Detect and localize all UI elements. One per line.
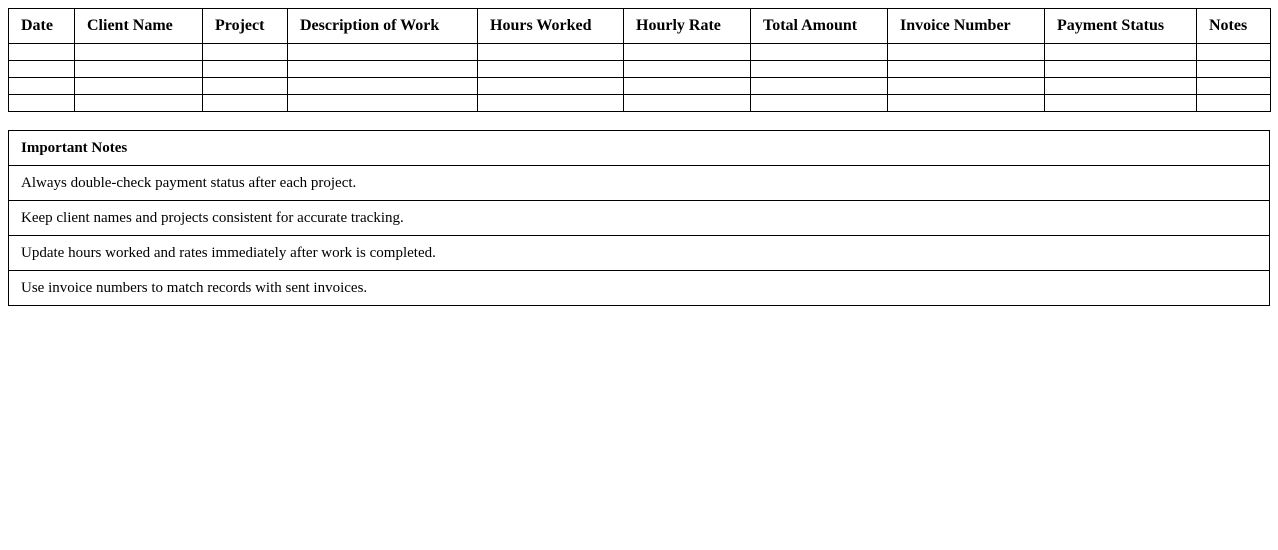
- note-item: Update hours worked and rates immediately after work is completed.: [9, 236, 1270, 271]
- column-header-invoice-number: Invoice Number: [888, 9, 1045, 44]
- column-header-hourly-rate: Hourly Rate: [624, 9, 751, 44]
- column-header-payment-status: Payment Status: [1045, 9, 1197, 44]
- table-cell[interactable]: [1197, 78, 1271, 95]
- column-header-notes: Notes: [1197, 9, 1271, 44]
- table-cell[interactable]: [288, 44, 478, 61]
- table-cell[interactable]: [288, 61, 478, 78]
- table-cell[interactable]: [888, 61, 1045, 78]
- table-cell[interactable]: [1045, 78, 1197, 95]
- table-cell[interactable]: [1045, 95, 1197, 112]
- table-cell[interactable]: [9, 44, 75, 61]
- notes-title: Important Notes: [9, 131, 1270, 166]
- note-item: Always double-check payment status after each project.: [9, 166, 1270, 201]
- table-cell[interactable]: [75, 78, 203, 95]
- important-notes-table: [8, 130, 1270, 306]
- table-cell[interactable]: [751, 44, 888, 61]
- column-header-total-amount: Total Amount: [751, 9, 888, 44]
- table-cell[interactable]: [624, 78, 751, 95]
- table-cell[interactable]: [203, 61, 288, 78]
- table-row: [9, 61, 1271, 78]
- table-cell[interactable]: [288, 95, 478, 112]
- column-header-client-name: Client Name: [75, 9, 203, 44]
- note-row: [9, 201, 1270, 236]
- note-item: Keep client names and projects consistent for accurate tracking.: [9, 201, 1270, 236]
- table-row: [9, 44, 1271, 61]
- table-row: [9, 78, 1271, 95]
- column-header-project: Project: [203, 9, 288, 44]
- table-cell[interactable]: [888, 78, 1045, 95]
- table-cell[interactable]: [1045, 61, 1197, 78]
- work-tracker-table: [8, 8, 1271, 112]
- table-cell[interactable]: [1197, 61, 1271, 78]
- table-cell[interactable]: [9, 95, 75, 112]
- table-cell[interactable]: [9, 61, 75, 78]
- table-header-row: [9, 9, 1271, 44]
- column-header-date: Date: [9, 9, 75, 44]
- table-cell[interactable]: [751, 61, 888, 78]
- table-cell[interactable]: [888, 44, 1045, 61]
- table-cell[interactable]: [751, 78, 888, 95]
- note-row: [9, 236, 1270, 271]
- table-cell[interactable]: [203, 78, 288, 95]
- notes-header-row: [9, 131, 1270, 166]
- table-cell[interactable]: [624, 61, 751, 78]
- table-cell[interactable]: [1197, 44, 1271, 61]
- table-cell[interactable]: [478, 95, 624, 112]
- table-cell[interactable]: [75, 61, 203, 78]
- table-cell[interactable]: [75, 44, 203, 61]
- column-header-description-of-work: Description of Work: [288, 9, 478, 44]
- table-cell[interactable]: [288, 78, 478, 95]
- note-row: [9, 271, 1270, 306]
- table-cell[interactable]: [478, 78, 624, 95]
- table-row: [9, 95, 1271, 112]
- table-cell[interactable]: [203, 44, 288, 61]
- table-cell[interactable]: [624, 44, 751, 61]
- table-cell[interactable]: [1045, 44, 1197, 61]
- table-cell[interactable]: [751, 95, 888, 112]
- note-item: Use invoice numbers to match records with sent invoices.: [9, 271, 1270, 306]
- table-cell[interactable]: [9, 78, 75, 95]
- note-row: [9, 166, 1270, 201]
- table-cell[interactable]: [888, 95, 1045, 112]
- table-cell[interactable]: [75, 95, 203, 112]
- table-cell[interactable]: [1197, 95, 1271, 112]
- table-cell[interactable]: [478, 44, 624, 61]
- column-header-hours-worked: Hours Worked: [478, 9, 624, 44]
- table-cell[interactable]: [624, 95, 751, 112]
- table-cell[interactable]: [478, 61, 624, 78]
- table-cell[interactable]: [203, 95, 288, 112]
